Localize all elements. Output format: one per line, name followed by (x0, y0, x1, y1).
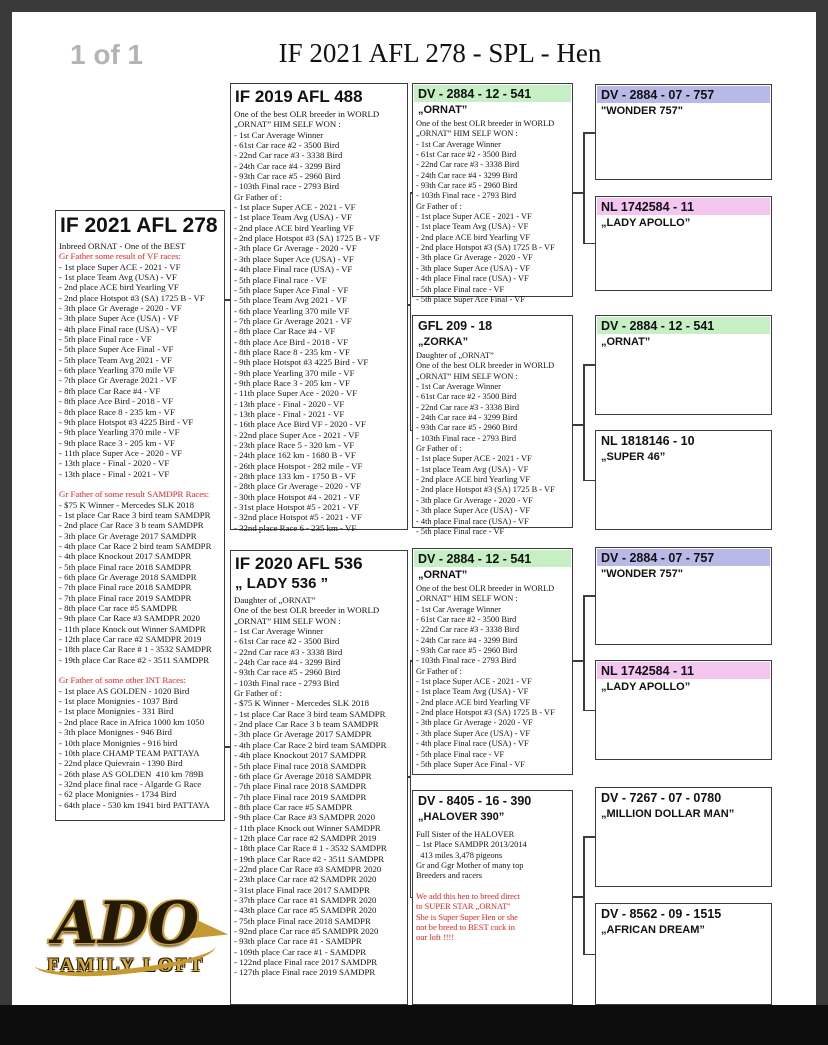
pedigree-line: - 1st place Team Avg (USA) - VF (416, 464, 529, 474)
pedigree-box-ggp-super46 (595, 430, 772, 530)
pedigree-line: - 1st place Team Avg (USA) - VF (234, 212, 352, 223)
pedigree-line: - 61st Car race #2 - 3500 Bird (234, 140, 340, 151)
pedigree-line: - 5th place Super Ace Final - VF (234, 284, 349, 295)
ado-family-loft-logo (28, 889, 224, 1013)
box-body (231, 594, 407, 978)
pedigree-line: - 11th place Knock out Winner SAMDPR (234, 822, 381, 833)
pedigree-line: - 3th place Gr Average - 2020 - VF (416, 253, 533, 263)
pedigree-line: - 7th place Final race 2018 SAMDPR (234, 781, 367, 792)
pedigree-line: - 24th place 162 km - 1680 B - VF (234, 450, 356, 461)
pedigree-line: - 4th place Car Race 2 bird team SAMDPR (234, 739, 387, 750)
pedigree-line: - 13th place - Final - 2020 - VF (59, 458, 170, 469)
box-title: IF 2019 AFL 488 (235, 87, 363, 106)
pedigree-line: - 9th place Car Race #3 SAMDPR 2020 (59, 613, 200, 624)
pedigree-line: - 3th place Monignes - 946 Bird (59, 727, 172, 738)
connector-line (583, 710, 595, 712)
pedigree-box-ggp-million-dollar-man (595, 787, 772, 887)
bird-name: „ORNAT” (601, 336, 651, 348)
ring-number: NL 1742584 - 11 (597, 198, 770, 215)
pedigree-line: - 6th place Yearling 370 mile VF (59, 365, 175, 376)
box-body (413, 825, 572, 944)
pedigree-line: - 1st place Monignies - 331 Bird (59, 706, 174, 717)
pedigree-line: Gr Father of : (416, 666, 462, 676)
connector-line (225, 746, 230, 748)
pedigree-line: Gr Father of some result SAMDPR Races: (59, 489, 210, 500)
pedigree-line: - 9th place Car Race #3 SAMDPR 2020 (234, 812, 375, 823)
pedigree-line: - 5th place Team Avg 2021 - VF (59, 354, 172, 365)
connector-line (583, 836, 595, 838)
pedigree-line: She is Super Super Hen or she (416, 912, 518, 922)
pedigree-line: - 5th place Final race - VF (416, 749, 505, 759)
pedigree-line: One of the best OLR breeder in WORLD (416, 361, 555, 371)
pedigree-line: - 1st place Team Avg (USA) - VF (416, 687, 529, 697)
pedigree-line: - 26th plase AS GOLDEN 410 km 789B (59, 768, 204, 779)
pedigree-line: - 7th place Gr Average 2021 - VF (59, 375, 177, 386)
pedigree-box-subject (55, 210, 225, 821)
pedigree-line: - 11th place Super Ace - 2020 - VF (59, 447, 183, 458)
pedigree-line: - 3th place Super Ace (USA) - VF (416, 263, 531, 273)
pedigree-line: - 31st place Hotspot #5 - 2021 - VF (234, 502, 359, 513)
pedigree-line: „ORNAT” HIM SELF WON : (234, 615, 341, 626)
pedigree-line: - $75 K Winner - Mercedes SLK 2018 (234, 698, 370, 709)
pedigree-line: Gr Father of some other INT Races: (59, 675, 186, 686)
pedigree-line: - 3th place Super Ace (USA) - VF (234, 253, 354, 264)
pedigree-line: Gr Father of : (416, 444, 462, 454)
pedigree-line: - $75 K Winner - Mercedes SLK 2018 (59, 499, 195, 510)
box-title: IF 2021 AFL 278 (60, 214, 218, 237)
pedigree-box-ggp-african-dream (595, 903, 772, 1005)
bird-name: „MILLION DOLLAR MAN” (601, 808, 735, 820)
pedigree-line: - 2nd place ACE bird Yearling VF (59, 282, 179, 293)
bird-name: „HALOVER 390” (418, 811, 505, 823)
pedigree-line: - 22nd Car race #3 - 3338 Bird (234, 150, 343, 161)
pedigree-line: - 3th place Gr Average 2017 SAMDPR (59, 530, 197, 541)
pedigree-line: - 10th place Monignies - 916 bird (59, 737, 178, 748)
pedigree-line: - 2nd place Hotspot #3 (SA) 1725 B - VF (416, 243, 555, 253)
pedigree-line: - 18th place Car Race # 1 - 3532 SAMDPR (234, 843, 387, 854)
pedigree-line: - 9th place Race 3 - 205 km - VF (234, 377, 350, 388)
pedigree-line: - 7th place Gr Average 2021 - VF (234, 315, 352, 326)
pedigree-line: - 12th place Car race #2 SAMDPR 2019 (234, 832, 377, 843)
pedigree-line: - 5th place Super Ace Final - VF (416, 759, 525, 769)
connector-line (225, 299, 230, 301)
pedigree-line: Gr Father of : (234, 191, 283, 202)
pedigree-box-dam (230, 550, 408, 1005)
pedigree-line: - 19th place Car Race #2 - 3511 SAMDPR (234, 853, 385, 864)
pedigree-box-dam-dam (412, 790, 573, 1005)
pedigree-line: - 24th Car race #4 - 3299 Bird (234, 160, 341, 171)
pedigree-line: - 22nd place Super Ace - 2021 - VF (234, 429, 360, 440)
box-body (413, 583, 572, 770)
pedigree-line: - 5th place Super Ace Final - VF (416, 294, 525, 304)
pedigree-line: - 11th place Knock out Winner SAMDPR (59, 623, 206, 634)
pedigree-line: - 1st place Car Race 3 bird team SAMDPR (234, 708, 386, 719)
pedigree-line: - 7th place Final race 2019 SAMDPR (234, 791, 367, 802)
pedigree-line: - 1st place Super ACE - 2021 - VF (416, 212, 532, 222)
pedigree-line: - 8th place Race 8 - 235 km - VF (234, 346, 350, 357)
logo-caption-text: FAMILY LOFT (47, 955, 205, 976)
pedigree-line: „ORNAT” HIM SELF WON : (416, 129, 518, 139)
box-body (413, 118, 572, 305)
pedigree-line: - 16th place Ace Bird VF - 2020 - VF (234, 419, 366, 430)
ring-number: GFL 209 - 18 (418, 319, 493, 333)
pedigree-line: - 12th place Car race #2 SAMDPR 2019 (59, 634, 202, 645)
pedigree-line: - 3th place Gr Average - 2020 - VF (416, 495, 533, 505)
bird-name: „LADY APOLLO” (601, 217, 691, 229)
pedigree-line: - 2nd place ACE bird Yearling VF (416, 232, 531, 242)
pedigree-line: One of the best OLR breeder in WORLD (234, 109, 380, 119)
ring-number: DV - 2884 - 12 - 541 (414, 550, 571, 567)
pedigree-line: - 6th place Gr Average 2018 SAMDPR (59, 572, 197, 582)
connector-line (410, 897, 413, 899)
pedigree-line: - 1st Car Average Winner (234, 626, 324, 637)
pedigree-line: - 8th place Race 8 - 235 km - VF (59, 406, 175, 417)
page-title: IF 2021 AFL 278 - SPL - Hen (278, 38, 602, 68)
pedigree-line: - 3th place Gr Average - 2020 - VF (234, 243, 357, 254)
pedigree-line: - 1st place Car Race 3 bird team SAMDPR (59, 509, 211, 520)
pedigree-line: not be breed to BEST cock in (416, 923, 515, 933)
pedigree-line: - 11th place Super Ace - 2020 - VF (234, 388, 358, 399)
connector-line (583, 364, 595, 366)
pedigree-line: - 5th place Team Avg 2021 - VF (234, 295, 347, 306)
pedigree-line: - 1st place Super ACE - 2021 - VF (416, 454, 532, 464)
pedigree-box-dam-sire (412, 548, 573, 775)
pedigree-line: - 8th place Ace Bird - 2018 - VF (234, 336, 349, 347)
pedigree-box-ggp-wonder1 (595, 84, 772, 180)
pedigree-line: - 5th place Final race 2018 SAMDPR (59, 561, 192, 572)
pedigree-line: Gr Father some result of VF races: (59, 251, 181, 262)
pedigree-line: - 93th Car race #5 - 2960 Bird (234, 171, 341, 182)
pedigree-line: - 103th Final race - 2793 Bird (234, 181, 340, 192)
pedigree-line: – 1st Place SAMDPR 2013/2014 (416, 840, 527, 850)
pedigree-line: - 9th place Hotspot #3 4225 Bird - VF (59, 416, 194, 427)
ring-number: DV - 2884 - 07 - 757 (597, 549, 770, 566)
box-body (413, 350, 572, 537)
pedigree-line: - 28th place 133 km - 1750 B - VF (234, 471, 356, 482)
ring-number: DV - 2884 - 07 - 757 (597, 86, 770, 103)
pedigree-line: - 8th place Car Race #4 - VF (234, 326, 336, 337)
pedigree-line: - 103th Final race - 2793 Bird (234, 677, 340, 688)
pedigree-line: - 61st Car race #2 - 3500 Bird (416, 615, 517, 625)
pedigree-line: - 103th Final race - 2793 Bird (416, 433, 517, 443)
pedigree-line: - 32nd place Hotspot #5 - 2021 - VF (234, 512, 362, 523)
ring-number: DV - 2884 - 12 - 541 (414, 85, 571, 102)
pedigree-line: „ORNAT” HIM SELF WON : (416, 371, 518, 381)
pedigree-line: Daughter of „ORNAT” (416, 351, 494, 360)
pedigree-line (59, 479, 223, 489)
pedigree-line (416, 882, 571, 892)
bird-name: „ZORKA” (418, 336, 469, 348)
pedigree-line: - 10th place CHAMP TEAM PATTAYA (59, 747, 200, 758)
pedigree-line: - 2nd place Hotspot #3 (SA) 1725 B - VF (234, 233, 380, 244)
connector-line (583, 243, 595, 245)
pedigree-line: - 13th place - Final - 2021 - VF (234, 408, 345, 419)
pedigree-line: - 23th place Race 5 - 320 km - VF (234, 440, 355, 450)
pedigree-line: We add this hen to breed direct (416, 892, 520, 902)
ring-number: DV - 8562 - 09 - 1515 (601, 907, 722, 921)
pedigree-line: - 24th Car race #4 - 3299 Bird (416, 635, 518, 645)
pedigree-line: One of the best OLR breeder in WORLD (416, 119, 555, 128)
pedigree-line: - 5th place Final race 2018 SAMDPR (234, 760, 367, 771)
pedigree-line: - 5th place Final race - VF (416, 284, 505, 294)
pedigree-line: - 13th place - Final - 2020 - VF (234, 398, 345, 409)
bird-name: "WONDER 757" (601, 105, 683, 117)
pedigree-line: - 93th Car race #5 - 2960 Bird (416, 646, 518, 656)
pedigree-line: - 5th place Super Ace Final - VF (59, 344, 174, 355)
pedigree-line: - 75th place Final race 2018 SAMDPR (234, 915, 371, 926)
pedigree-box-ggp-wonder2 (595, 547, 772, 645)
pedigree-line: - 2nd place Race in Africa 1000 km 1050 (59, 716, 205, 727)
pedigree-line: - 2nd place Hotspot #3 (SA) 1725 B - VF (59, 292, 205, 303)
pedigree-line: - 122nd place Final race 2017 SAMDPR (234, 957, 378, 968)
pedigree-line: - 2nd place ACE bird Yearling VF (416, 697, 531, 707)
pedigree-line: - 93th Car race #5 - 2960 Bird (234, 667, 341, 678)
bird-name: „LADY APOLLO” (601, 681, 691, 693)
pedigree-line: - 2nd place Car Race 3 b team SAMDPR (234, 719, 379, 730)
pedigree-line: - 32nd place final race - Algarde G Race (59, 778, 202, 789)
pedigree-line: - 1st place Monignies - 1037 Bird (59, 696, 178, 707)
pedigree-line: - 2nd place ACE bird Yearling VF (234, 222, 354, 233)
pedigree-line: - 1st place Team Avg (USA) - VF (59, 272, 177, 283)
pedigree-line: - 1st Car Average Winner (416, 382, 501, 392)
pedigree-line: - 4th place Final race (USA) - VF (59, 323, 178, 334)
pedigree-line: - 61st Car race #2 - 3500 Bird (234, 636, 340, 647)
pedigree-line: - 3th place Super Ace (USA) - VF (59, 313, 179, 324)
page-indicator: 1 of 1 (70, 39, 144, 70)
pedigree-line: - 5th place Final race - VF (234, 274, 327, 285)
connector-line (410, 430, 413, 432)
pedigree-line: to SUPER STAR „ORNAT'' (416, 902, 511, 912)
pedigree-line: - 8th place Ace Bird - 2018 - VF (59, 396, 174, 407)
connector-line (410, 192, 412, 431)
pedigree-box-ggp-ornat (595, 315, 772, 415)
box-body (56, 240, 224, 810)
pedigree-line: - 127th place Final race 2019 SAMDPR (234, 967, 376, 978)
connector-line (410, 660, 412, 898)
box-body (231, 108, 407, 533)
pedigree-line: - 22nd Car race #3 - 3338 Bird (416, 160, 520, 170)
pedigree-line: - 61st Car race #2 - 3500 Bird (416, 150, 517, 160)
pedigree-line: - 28th place Gr Average - 2020 - VF (234, 481, 362, 492)
connector-line (583, 132, 585, 244)
pedigree-line: - 23th place Car race #2 SAMDPR 2020 (234, 874, 377, 885)
pedigree-line: - 92nd place Car race #5 SAMDPR 2020 (234, 926, 379, 936)
pedigree-line (59, 665, 223, 675)
pedigree-line: - 3th place Gr Average - 2020 - VF (59, 303, 182, 314)
connector-line (583, 364, 585, 481)
pedigree-line: - 2nd place ACE bird Yearling VF (416, 475, 531, 485)
pedigree-line: - 6th place Gr Average 2018 SAMDPR (234, 770, 372, 781)
pedigree-line: - 4th place Final race (USA) - VF (416, 274, 529, 284)
pedigree-line: - 9th place Hotspot #3 4225 Bird - VF (234, 357, 369, 368)
pedigree-line: - 1st Car Average Winner (234, 129, 324, 140)
pedigree-line: - 4th place Knockout 2017 SAMDPR (59, 551, 192, 562)
pedigree-line: - 24th Car race #4 - 3299 Bird (416, 413, 518, 423)
pedigree-line: - 9th place Race 3 - 205 km - VF (59, 437, 175, 448)
pedigree-line: Full Sister of the HALOVER (416, 830, 515, 839)
pedigree-line: Gr Father of : (234, 688, 283, 699)
connector-line (583, 595, 585, 711)
bird-name: „SUPER 46” (601, 451, 666, 463)
pedigree-line: - 7th place Final race 2019 SAMDPR (59, 592, 192, 603)
connector-line (583, 595, 595, 597)
ring-number: NL 1742584 - 11 (597, 662, 770, 679)
pedigree-box-sire-dam (412, 315, 573, 536)
pedigree-line: - 22nd place Quievrain - 1390 Bird (59, 758, 183, 769)
pedigree-line: - 1st place AS GOLDEN - 1020 Bird (59, 685, 190, 696)
connector-line (410, 192, 413, 194)
pedigree-line: - 22nd Car race #3 - 3338 Bird (416, 625, 520, 635)
pedigree-line: - 22nd Car race #3 - 3338 Bird (416, 402, 520, 412)
pedigree-box-sire (230, 83, 408, 533)
pedigree-line: - 7th place Final race 2018 SAMDPR (59, 582, 192, 593)
pedigree-line: - 3th place Gr Average - 2020 - VF (416, 718, 533, 728)
logo-brand-text: ADO (53, 889, 199, 957)
pedigree-line: - 24th Car race #4 - 3299 Bird (234, 657, 341, 668)
pedigree-line: - 4th place Car Race 2 bird team SAMDPR (59, 540, 212, 551)
pedigree-line: - 4th place Final race (USA) - VF (416, 739, 529, 749)
pedigree-line: our loft !!!! (416, 933, 455, 943)
pedigree-line: - 43th place Car race #5 SAMDPR 2020 (234, 905, 377, 916)
pedigree-line: - 24th Car race #4 - 3299 Bird (416, 170, 518, 180)
pedigree-line: Breeders and racers (416, 871, 483, 881)
pedigree-line: - 4th place Final race (USA) - VF (234, 264, 353, 275)
pedigree-line: - 18th place Car Race # 1 - 3532 SAMDPR (59, 644, 212, 655)
pedigree-line: - 1st Car Average Winner (416, 139, 501, 149)
pedigree-line: - 13th place - Final - 2021 - VF (59, 468, 170, 479)
pedigree-line: - 37th place Car race #1 SAMDPR 2020 (234, 894, 377, 905)
bird-name: „ORNAT” (418, 104, 468, 116)
pedigree-line: - 1st Car Average Winner (416, 604, 501, 614)
pedigree-line: One of the best OLR breeder in WORLD (416, 584, 555, 593)
pedigree-line: - 3th place Super Ace (USA) - VF (416, 728, 531, 738)
pedigree-line: - 5th place Final race - VF (416, 526, 505, 536)
pedigree-line: - 3th place Gr Average 2017 SAMDPR (234, 729, 372, 740)
pedigree-line: One of the best OLR breeder in WORLD (234, 605, 380, 616)
box-title: IF 2020 AFL 536 (235, 554, 363, 573)
pedigree-line: - 19th place Car Race #2 - 3511 SAMDPR (59, 654, 210, 665)
pedigree-line: Daughter of „ORNAT” (234, 595, 316, 605)
pedigree-line: - 31st place Final race 2017 SAMDPR (234, 884, 370, 895)
pedigree-line: - 8th place Car race #5 SAMDPR (59, 603, 178, 614)
pedigree-line: „ORNAT” HIM SELF WON : (416, 594, 518, 604)
pedigree-line: - 32nd place Race 6 - 235 km - VF (234, 522, 357, 533)
pedigree-line: - 22nd Car race #3 - 3338 Bird (234, 646, 343, 657)
pedigree-line: - 1st place Super ACE - 2021 - VF (234, 202, 356, 213)
connector-line (583, 954, 595, 956)
ring-number: DV - 2884 - 12 - 541 (597, 317, 770, 334)
pedigree-line: - 4th place Final race (USA) - VF (416, 516, 529, 526)
ring-number: DV - 7267 - 07 - 0780 (601, 791, 722, 805)
pedigree-line: - 5th place Final race - VF (59, 334, 152, 345)
pedigree-line: 413 miles 3,478 pigeons (416, 850, 503, 860)
pedigree-line: - 3th place Super Ace (USA) - VF (416, 506, 531, 516)
connector-line (583, 480, 595, 482)
pedigree-line: - 6th place Yearling 370 mile VF (234, 305, 350, 316)
pedigree-line: - 30th place Hotspot #4 - 2021 - VF (234, 491, 360, 502)
bird-name: „ORNAT” (418, 569, 468, 581)
pedigree-line: - 2nd place Hotspot #3 (SA) 1725 B - VF (416, 485, 555, 495)
pedigree-line: - 64th place - 530 km 1941 bird PATTAYA (59, 799, 210, 810)
pedigree-line: - 22nd place Car Race #3 SAMDPR 2020 (234, 863, 382, 874)
pedigree-box-sire-sire (412, 83, 573, 304)
pedigree-line: - 93th place Car race #1 - SAMDPR (234, 936, 362, 947)
pedigree-line: - 62 place Monignies - 1734 Bird (59, 789, 177, 800)
pedigree-line: „ORNAT” HIM SELF WON : (234, 119, 341, 130)
pedigree-line: - 61st Car race #2 - 3500 Bird (416, 392, 517, 402)
box-subtitle: „ LADY 536 ” (235, 575, 329, 592)
pedigree-line: - 1st place Team Avg (USA) - VF (416, 222, 529, 232)
pedigree-line: - 93th Car race #5 - 2960 Bird (416, 181, 518, 191)
pedigree-line: - 1st place Super ACE - 2021 - VF (416, 677, 532, 687)
pedigree-line: Gr and Ggr Mother of many top (416, 861, 524, 871)
connector-line (583, 836, 585, 955)
connector-line (410, 660, 413, 662)
pedigree-box-ggp-apollo1 (595, 196, 772, 291)
pedigree-line: - 103th Final race - 2793 Bird (416, 191, 517, 201)
pedigree-line: - 4th place Knockout 2017 SAMDPR (234, 750, 367, 761)
pedigree-line: - 9th place Yearling 370 mile - VF (234, 367, 355, 378)
bird-name: „AFRICAN DREAM” (601, 924, 705, 936)
pedigree-line: Gr Father of : (416, 201, 462, 211)
pedigree-line: - 1st place Super ACE - 2021 - VF (59, 261, 181, 272)
bird-name: "WONDER 757" (601, 568, 683, 580)
ring-number: NL 1818146 - 10 (601, 434, 695, 448)
pedigree-box-ggp-apollo2 (595, 660, 772, 760)
pedigree-line: - 93th Car race #5 - 2960 Bird (416, 423, 518, 433)
pedigree-line: - 8th place Car Race #4 - VF (59, 385, 161, 396)
connector-line (583, 132, 595, 134)
pedigree-line: - 26th place Hotspot - 282 mile - VF (234, 460, 363, 471)
pedigree-line: - 109th place Car race #1 - SAMDPR (234, 946, 367, 957)
pedigree-line: Inbreed ORNAT - One of the BEST (59, 241, 186, 251)
ring-number: DV - 8405 - 16 - 390 (418, 794, 532, 808)
pedigree-line: - 9th place Yearling 370 mile - VF (59, 427, 180, 438)
pedigree-line: - 8th place Car race #5 SAMDPR (234, 801, 353, 812)
pedigree-line: - 2nd place Hotspot #3 (SA) 1725 B - VF (416, 708, 555, 718)
pedigree-line: - 2nd place Car Race 3 b team SAMDPR (59, 520, 204, 531)
pedigree-line: - 103th Final race - 2793 Bird (416, 656, 517, 666)
